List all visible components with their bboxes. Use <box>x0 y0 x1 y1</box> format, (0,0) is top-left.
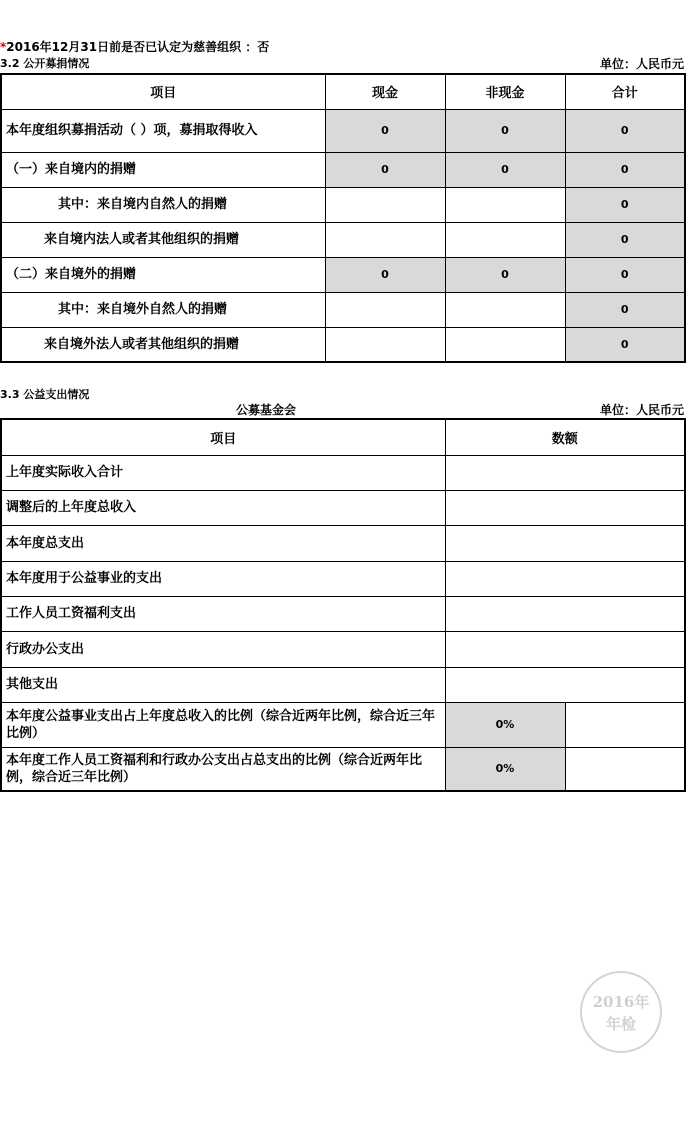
amount-cell <box>445 561 685 596</box>
table-row <box>1 109 685 152</box>
section-3-2-unit: 单位：人民币元 <box>599 57 684 71</box>
total-cell: 0 <box>565 327 685 362</box>
donation-table-header <box>1 74 685 109</box>
noncash-cell: 0 <box>445 109 565 152</box>
empty-cell <box>565 702 685 747</box>
row-label: 工作人员工资福利支出 <box>1 596 445 631</box>
row-label: 本年度总支出 <box>1 525 445 561</box>
noncash-cell <box>445 327 565 362</box>
cash-cell: 0 <box>325 109 445 152</box>
table-row <box>1 327 685 362</box>
table-row <box>1 152 685 187</box>
stamp-line-1: 2016年 <box>592 993 650 1011</box>
table-row <box>1 292 685 327</box>
row-label: 行政办公支出 <box>1 631 445 667</box>
table-row <box>1 490 685 525</box>
table-row <box>1 455 685 490</box>
row-label: 调整后的上年度总收入 <box>1 490 445 525</box>
amount-cell <box>445 490 685 525</box>
row-label: （二）来自境外的捐赠 <box>1 257 325 292</box>
section-3-3-title: 3.3 公益支出情况 <box>0 388 90 401</box>
section-3-3-unit: 单位：人民币元 <box>599 403 684 417</box>
total-cell: 0 <box>565 152 685 187</box>
row-label: 本年度组织募捐活动（ ）项，募捐取得收入 <box>1 109 325 152</box>
table-row <box>1 667 685 702</box>
amount-cell <box>445 631 685 667</box>
noncash-cell <box>445 292 565 327</box>
amount-cell <box>445 525 685 561</box>
cash-cell <box>325 292 445 327</box>
col-noncash: 非现金 <box>445 74 565 109</box>
col-item: 项目 <box>1 419 445 455</box>
table-row <box>1 596 685 631</box>
col-item: 项目 <box>1 74 325 109</box>
ratio-cell: 0% <box>445 702 565 747</box>
row-label: 其中：来自境内自然人的捐赠 <box>1 187 325 222</box>
cash-cell: 0 <box>325 152 445 187</box>
cash-cell <box>325 187 445 222</box>
col-cash: 现金 <box>325 74 445 109</box>
col-amount: 数额 <box>445 419 685 455</box>
table-row <box>1 187 685 222</box>
row-label: 其他支出 <box>1 667 445 702</box>
noncash-cell <box>445 222 565 257</box>
row-label: 本年度用于公益事业的支出 <box>1 561 445 596</box>
empty-cell <box>565 747 685 791</box>
total-cell: 0 <box>565 257 685 292</box>
amount-cell <box>445 596 685 631</box>
charity-question <box>0 38 269 55</box>
table-row <box>1 561 685 596</box>
table-row <box>1 747 685 791</box>
total-cell: 0 <box>565 222 685 257</box>
noncash-cell <box>445 187 565 222</box>
row-label: 其中：来自境外自然人的捐赠 <box>1 292 325 327</box>
cash-cell: 0 <box>325 257 445 292</box>
row-label: 来自境外法人或者其他组织的捐赠 <box>1 327 325 362</box>
total-cell: 0 <box>565 292 685 327</box>
cash-cell <box>325 327 445 362</box>
cash-cell <box>325 222 445 257</box>
expenditure-table-header <box>1 419 685 455</box>
amount-cell <box>445 667 685 702</box>
amount-cell <box>445 455 685 490</box>
annual-inspection-stamp <box>580 971 662 1053</box>
table-row <box>1 702 685 747</box>
table-row <box>1 631 685 667</box>
total-cell: 0 <box>565 187 685 222</box>
table-row <box>1 525 685 561</box>
noncash-cell: 0 <box>445 152 565 187</box>
required-star: * <box>0 40 7 54</box>
noncash-cell: 0 <box>445 257 565 292</box>
donation-table <box>0 73 686 363</box>
total-cell: 0 <box>565 109 685 152</box>
row-label: 上年度实际收入合计 <box>1 455 445 490</box>
row-label: 本年度工作人员工资福利和行政办公支出占总支出的比例（综合近两年比例，综合近三年比例） <box>1 747 445 791</box>
table-row <box>1 257 685 292</box>
charity-question-text: 2016年12月31日前是否已认定为慈善组织 ：否 <box>6 40 270 54</box>
table-row <box>1 222 685 257</box>
row-label: 本年度公益事业支出占上年度总收入的比例（综合近两年比例，综合近三年比例） <box>1 702 445 747</box>
section-3-2-title: 3.2 公开募捐情况 <box>0 57 90 70</box>
col-total: 合计 <box>565 74 685 109</box>
expenditure-table <box>0 418 686 792</box>
section-3-3-subtitle: 公募基金会 <box>236 403 297 417</box>
row-label: （一）来自境内的捐赠 <box>1 152 325 187</box>
ratio-cell: 0% <box>445 747 565 791</box>
stamp-line-2: 年检 <box>605 1015 636 1033</box>
row-label: 来自境内法人或者其他组织的捐赠 <box>1 222 325 257</box>
